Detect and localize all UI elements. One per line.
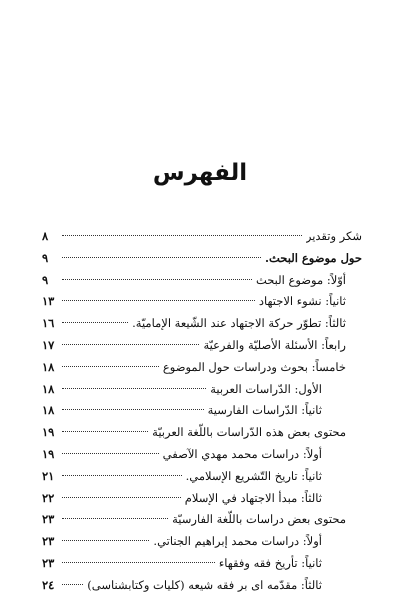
toc-entry-title: أولاً: دراسات محمد إبراهيم الجناتي. <box>153 534 322 549</box>
toc-leader-dots <box>62 322 128 323</box>
toc-entry <box>42 553 362 575</box>
toc-leader-dots <box>62 453 159 454</box>
toc-entry-title: خامساً: بحوث ودراسات حول الموضوع <box>162 359 346 374</box>
toc-leader-dots <box>62 388 206 389</box>
table-of-contents <box>42 226 362 597</box>
toc-entry-title: أولاً: دراسات محمد مهدي الآصفي <box>162 446 322 461</box>
toc-entry-title: الأول: الدّراسات العربية <box>210 381 322 396</box>
toc-page-number: ٢٣ <box>42 555 55 570</box>
toc-entry-title: ثانياً: نشوء الاجتهاد <box>258 294 346 309</box>
toc-leader-dots <box>62 540 149 541</box>
toc-page-number: ٢٣ <box>42 512 55 527</box>
toc-entry-title: ثالثاً: تطوّر حركة الاجتهاد عند الشّيعة الإماميّة. <box>132 316 346 331</box>
toc-page-number: ٩ <box>42 250 49 265</box>
toc-leader-dots <box>62 279 252 280</box>
toc-entry-title: شكر وتقدير <box>305 229 362 243</box>
toc-leader-dots <box>62 235 302 236</box>
toc-page-number: ١٩ <box>42 425 55 440</box>
toc-leader-dots <box>62 431 148 432</box>
toc-leader-dots <box>62 300 255 301</box>
toc-leader-dots <box>62 497 181 498</box>
toc-page-number: ١٦ <box>42 316 55 331</box>
toc-entry-title: محتوى بعض هذه الدّراسات باللّغة العربيّة <box>152 425 346 440</box>
toc-entry <box>42 270 362 292</box>
toc-entry <box>42 531 362 553</box>
toc-entry <box>42 379 362 401</box>
toc-leader-dots <box>62 518 168 519</box>
toc-entry <box>42 422 362 444</box>
toc-page-number: ١٣ <box>42 294 55 309</box>
toc-entry <box>42 335 362 357</box>
toc-page-number: ٢٣ <box>42 534 55 549</box>
toc-entry-title: ثالثاً: مقدّمه اى بر فقه شيعه (كليات وكتابشناسى) <box>87 577 322 592</box>
toc-entry <box>42 313 362 335</box>
toc-page-number: ١٧ <box>42 337 55 352</box>
toc-page-number: ٨ <box>42 229 49 243</box>
toc-entry-title: ثانياً: تاريخ التّشريع الإسلامي. <box>185 468 322 483</box>
toc-entry <box>42 357 362 379</box>
toc-leader-dots <box>62 344 199 345</box>
toc-entry <box>42 248 362 270</box>
toc-leader-dots <box>62 475 182 476</box>
toc-entry <box>42 444 362 466</box>
toc-entry <box>42 575 362 597</box>
toc-entry <box>42 400 362 422</box>
toc-entry-title: محتوى بعض دراسات باللّغة الفارسيّة <box>172 512 346 527</box>
toc-page-number: ٢٢ <box>42 490 55 505</box>
toc-page-number: ١٨ <box>42 359 55 374</box>
toc-entry-title: أوّلاً: موضوع البحث <box>255 272 346 287</box>
toc-page-number: ١٩ <box>42 446 55 461</box>
toc-page-number: ١٨ <box>42 381 55 396</box>
toc-leader-dots <box>62 584 83 585</box>
toc-page-number: ١٨ <box>42 403 55 418</box>
toc-leader-dots <box>62 366 159 367</box>
page-title: الفهرس <box>152 160 248 186</box>
toc-entry-title: ثانياً: الدّراسات الفارسية <box>207 403 322 418</box>
toc-entry-title: ثانياً: تأريخ فقه وفقهاء <box>218 555 322 570</box>
toc-leader-dots <box>62 562 215 563</box>
toc-entry-title: ثالثاً: مبدأ الاجتهاد في الإسلام <box>184 490 322 505</box>
toc-entry <box>42 226 362 248</box>
toc-entry-title: حول موضوع البحث. <box>265 250 362 265</box>
toc-leader-dots <box>62 257 261 258</box>
toc-page-number: ٢١ <box>42 468 55 483</box>
toc-entry-title: رابعاً: الأسئلة الأصليّة والفرعيّة <box>203 337 346 352</box>
toc-entry <box>42 488 362 510</box>
toc-entry <box>42 509 362 531</box>
toc-entry <box>42 466 362 488</box>
toc-leader-dots <box>62 409 204 410</box>
toc-page-number: ٢٤ <box>42 577 55 592</box>
toc-page-number: ٩ <box>42 272 49 287</box>
toc-entry <box>42 291 362 313</box>
